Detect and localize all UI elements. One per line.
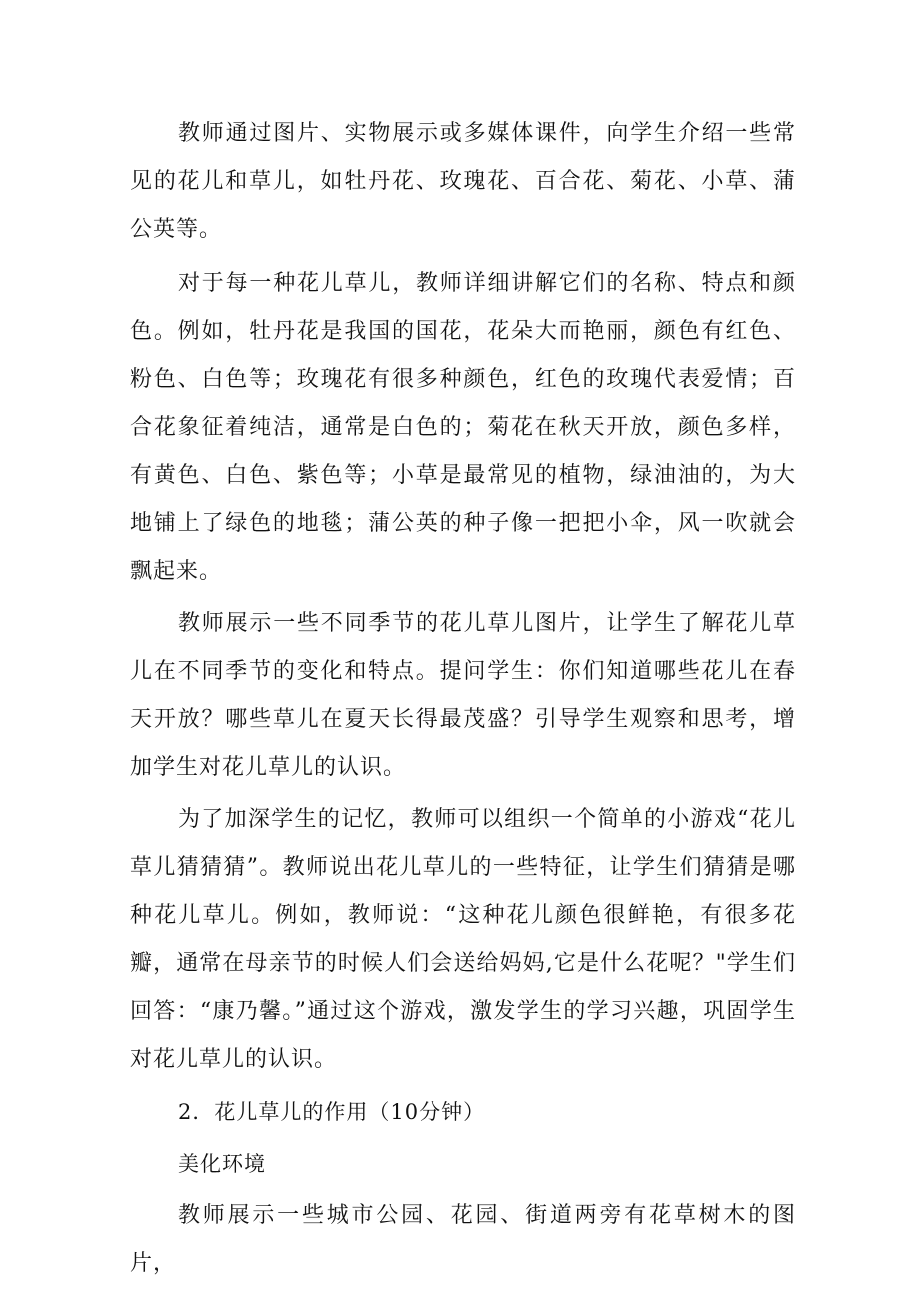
- paragraph-1: 教师通过图片、实物展示或多媒体课件，向学生介绍一些常见的花儿和草儿，如牡丹花、玫瑰花、百合花、菊花、小草、蒲公英等。: [130, 121, 796, 242]
- paragraph-2: 对于每一种花儿草儿，教师详细讲解它们的名称、特点和颜色。例如，牡丹花是我国的国花，花朵大而艳丽，颜色有红色、粉色、白色等；玫瑰花有很多种颜色，红色的玫瑰代表爱情；百合花象征着纯洁，通常是白色的；菊花在秋天开放，颜色多样，有黄色、白色、紫色等；小草是最常见的植物，绿油油的，为大地铺上了绿色的地毯；蒲公英的种子像一把把小伞，风一吹就会飘起来。: [130, 271, 796, 584]
- subheading: 美化环境: [178, 1152, 266, 1176]
- paragraph-3: 教师展示一些不同季节的花儿草儿图片，让学生了解花儿草儿在不同季节的变化和特点。提问学生：你们知道哪些花儿在春天开放？哪些草儿在夏天长得最茂盛？引导学生观察和思考，增加学生对花儿草儿的认识。: [130, 611, 796, 780]
- document-page: [130, 110, 796, 1288]
- section-heading: 2．花儿草儿的作用（10分钟）: [178, 1100, 486, 1124]
- paragraph-5: 教师展示一些城市公园、花园、街道两旁有花草树木的图片，: [130, 1203, 796, 1276]
- paragraph-4: 为了加深学生的记忆，教师可以组织一个简单的小游戏“花儿草儿猜猜猜”。教师说出花儿草儿的一些特征，让学生们猜猜是哪种花儿草儿。例如，教师说：“这种花儿颜色很鲜艳，有很多花瓣，通常在母亲节的时候人们会送给妈妈,它是什么花呢？"学生们回答：“康乃馨。”通过这个游戏，激发学生的学习兴趣，巩固学生对花儿草儿的认识。: [130, 807, 796, 1072]
